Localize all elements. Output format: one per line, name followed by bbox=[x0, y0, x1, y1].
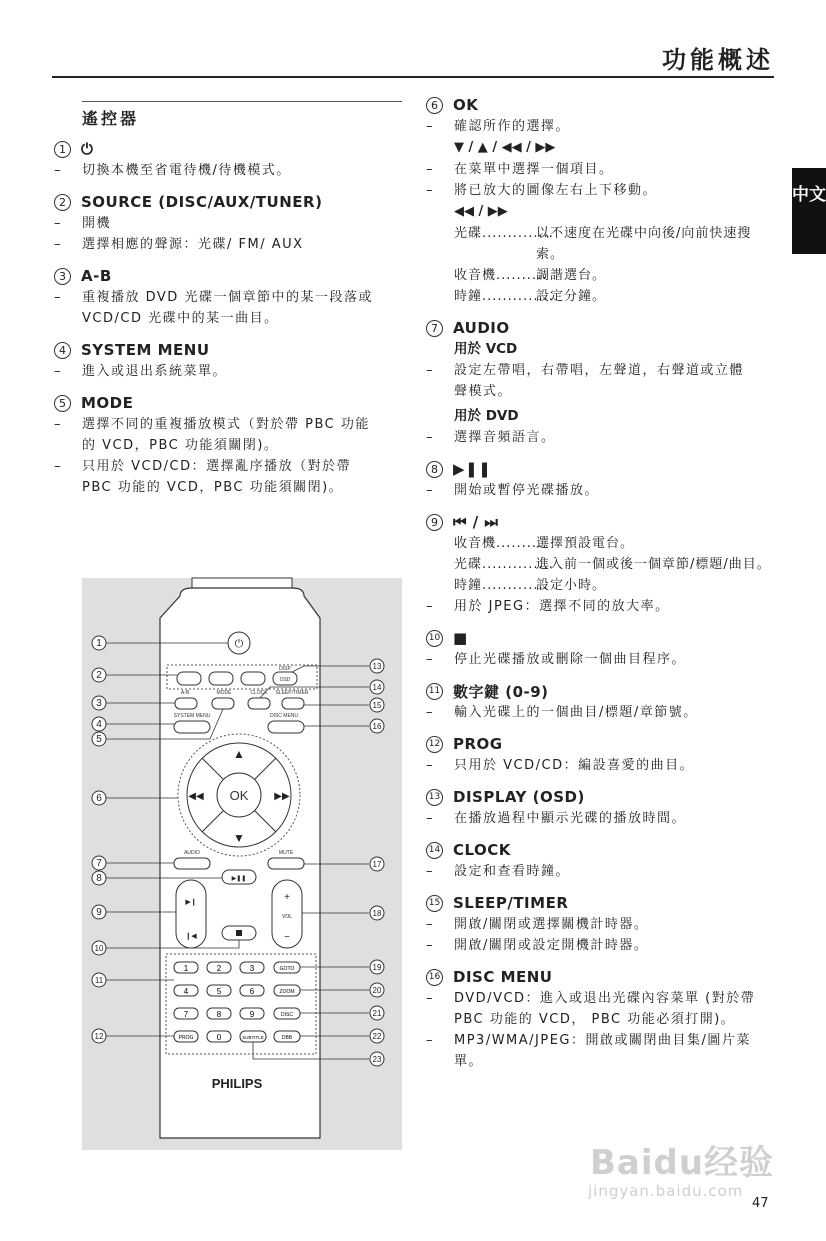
item-title: SYSTEM MENU bbox=[81, 341, 210, 359]
goto-label: GOTO bbox=[279, 966, 295, 972]
digit-6: 6 bbox=[249, 987, 255, 996]
mode-button bbox=[212, 698, 234, 709]
svg-text:4: 4 bbox=[96, 719, 102, 730]
svg-text:16: 16 bbox=[372, 722, 382, 731]
sleep-button bbox=[282, 698, 304, 709]
kv-row: 收音機.......... 選擇預設電台。 bbox=[454, 536, 635, 551]
desc-line: – 開啟/關閉或設定開機計時器。 bbox=[426, 935, 776, 956]
vol-plus-label: + bbox=[284, 892, 290, 903]
svg-text:6: 6 bbox=[96, 793, 102, 804]
desc-line: – 只用於 VCD/CD：選擇亂序播放（對於帶 bbox=[54, 456, 404, 477]
svg-text:11: 11 bbox=[94, 976, 104, 985]
svg-text:5: 5 bbox=[96, 734, 102, 745]
item-10 bbox=[426, 627, 776, 670]
item-11 bbox=[426, 680, 776, 723]
remote-illustration-panel bbox=[82, 578, 402, 1150]
kv-row: 時鐘............. 設定小時。 bbox=[454, 578, 607, 593]
digit-1: 1 bbox=[183, 964, 189, 973]
item-14 bbox=[426, 839, 776, 882]
callout-number: 16 bbox=[426, 969, 443, 986]
callout-number: 11 bbox=[426, 683, 443, 700]
ab-button bbox=[175, 698, 197, 709]
callout-number: 6 bbox=[426, 97, 443, 114]
item-title: SOURCE (DISC/AUX/TUNER) bbox=[81, 193, 323, 211]
digit-5: 5 bbox=[216, 987, 222, 996]
digit-0: 0 bbox=[216, 1033, 222, 1042]
desc-line: – 停止光碟播放或刪除一個曲目程序。 bbox=[426, 649, 776, 670]
remote-control-drawing bbox=[82, 578, 402, 1150]
audio-button bbox=[174, 858, 210, 869]
callout-number: 12 bbox=[426, 736, 443, 753]
desc-line: – 切換本機至省電待機/待機模式。 bbox=[54, 160, 404, 181]
digit-4: 4 bbox=[183, 987, 189, 996]
svg-text:3: 3 bbox=[96, 698, 102, 709]
remaining-items bbox=[426, 627, 776, 1072]
svg-text:21: 21 bbox=[372, 1009, 382, 1018]
prog-label: PROG bbox=[178, 1035, 194, 1041]
desc-line: – 輸入光碟上的一個曲目/標題/章節號。 bbox=[426, 702, 776, 723]
right-column bbox=[426, 94, 776, 1082]
callout-number: 2 bbox=[54, 194, 71, 211]
page-title: 功能概述 bbox=[662, 46, 774, 74]
desc-line: – 開啟/關閉或選擇關機計時器。 bbox=[426, 914, 776, 935]
desc-line: – MP3/WMA/JPEG：開啟或關閉曲目集/圖片菜單。 bbox=[426, 1030, 776, 1072]
arrow-icons: ◀◀ / ▶▶ bbox=[454, 204, 508, 219]
svg-text:▶❙: ▶❙ bbox=[185, 899, 197, 906]
rewind-icon: ◀◀ bbox=[188, 791, 204, 802]
kv-row: 時鐘.............. 設定分鐘。 bbox=[454, 289, 607, 304]
digit-9: 9 bbox=[249, 1010, 255, 1019]
callout-number: 10 bbox=[426, 630, 443, 647]
zoom-label: ZOOM bbox=[279, 989, 295, 995]
sub-heading: 用於 VCD bbox=[454, 341, 518, 357]
desc-line: VCD/CD 光碟中的某一曲目。 bbox=[82, 311, 279, 326]
desc-line: – 開機 bbox=[54, 213, 404, 234]
page-number: 47 bbox=[752, 1196, 769, 1211]
item-16 bbox=[426, 966, 776, 1072]
item-title: SLEEP/TIMER bbox=[453, 894, 569, 912]
watermark-url: jingyan.baidu.com bbox=[588, 1182, 744, 1200]
svg-text:17: 17 bbox=[372, 860, 382, 869]
svg-text:10: 10 bbox=[94, 944, 104, 953]
desc-line: – 開始或暫停光碟播放。 bbox=[426, 480, 776, 501]
desc-line: – 將已放大的圖像左右上下移動。 bbox=[426, 180, 776, 201]
svg-text:9: 9 bbox=[96, 907, 102, 918]
svg-text:⏻: ⏻ bbox=[234, 638, 244, 650]
desc-line: – 確認所作的選擇。 bbox=[426, 116, 776, 137]
forward-icon: ▶▶ bbox=[274, 791, 290, 802]
callout-number: 3 bbox=[54, 268, 71, 285]
up-arrow-icon: ▲ bbox=[233, 747, 245, 761]
svg-text:8: 8 bbox=[96, 873, 102, 884]
disc-menu-button bbox=[268, 721, 304, 733]
item-12 bbox=[426, 733, 776, 776]
svg-text:15: 15 bbox=[372, 701, 382, 710]
item-title: MODE bbox=[81, 394, 134, 412]
desc-line: – 只用於 VCD/CD：編設喜愛的曲目。 bbox=[426, 755, 776, 776]
sleep-label: SLEEP/TIMER bbox=[275, 690, 309, 696]
item-7 bbox=[426, 317, 776, 448]
callout-number: 15 bbox=[426, 895, 443, 912]
svg-text:20: 20 bbox=[372, 986, 382, 995]
disc-menu-label: DISC MENU bbox=[269, 713, 299, 719]
clock-label: CLOCK bbox=[250, 690, 268, 696]
section-rule bbox=[82, 101, 402, 102]
callout-number: 14 bbox=[426, 842, 443, 859]
down-arrow-icon: ▼ bbox=[233, 831, 245, 845]
callout-number: 9 bbox=[426, 514, 443, 531]
vol-label: VOL bbox=[281, 914, 293, 920]
item-title: OK bbox=[453, 96, 479, 114]
digit-8: 8 bbox=[216, 1010, 222, 1019]
item-9 bbox=[426, 511, 776, 617]
item-title: PROG bbox=[453, 735, 503, 753]
item-title: CLOCK bbox=[453, 841, 511, 859]
callout-number: 4 bbox=[54, 342, 71, 359]
system-menu-button bbox=[174, 721, 210, 733]
desc-line: – 在播放過程中顯示光碟的播放時間。 bbox=[426, 808, 776, 829]
svg-text:2: 2 bbox=[96, 670, 102, 681]
system-menu-label: SYSTEM MENU bbox=[173, 713, 211, 719]
desc-line: – 選擇相應的聲源：光碟/ FM/ AUX bbox=[54, 234, 404, 255]
callout-number: 8 bbox=[426, 461, 443, 478]
desc-line: – 設定左帶唱，右帶唱，左聲道，右聲道或立體 bbox=[426, 360, 776, 381]
kv-row: 光碟.............. 進入前一個或後一個章節/標題/曲目。 bbox=[454, 557, 771, 572]
kv-row: 收音機.......... 調諧選台。 bbox=[454, 268, 607, 283]
digit-2: 2 bbox=[216, 964, 222, 973]
language-tab: 中文 bbox=[792, 168, 826, 254]
ab-label: A-B bbox=[180, 690, 190, 696]
source-tuner-button bbox=[241, 672, 265, 685]
svg-text:18: 18 bbox=[372, 909, 382, 918]
source-aux-button bbox=[209, 672, 233, 685]
vol-minus-label: − bbox=[284, 932, 290, 943]
svg-text:13: 13 bbox=[372, 662, 382, 671]
item-title: 數字鍵 (0-9) bbox=[453, 682, 549, 701]
mute-button bbox=[268, 858, 304, 869]
arrow-icons: ▼ / ▲ / ◀◀ / ▶▶ bbox=[454, 140, 556, 155]
item-8 bbox=[426, 458, 776, 501]
item-2 bbox=[54, 191, 404, 255]
item-4 bbox=[54, 339, 404, 382]
item-title: DISC MENU bbox=[453, 968, 553, 986]
desc-line: – 重複播放 DVD 光碟一個章節中的某一段落或 bbox=[54, 287, 404, 308]
callout-number: 5 bbox=[54, 395, 71, 412]
item-15 bbox=[426, 892, 776, 956]
play-pause-icon: ▶❚❚ bbox=[453, 460, 492, 478]
desc-line: PBC 功能的 VCD，PBC 功能須關閉)。 bbox=[82, 480, 344, 495]
desc-line: 聲模式。 bbox=[454, 384, 513, 399]
desc-line: – DVD/VCD：進入或退出光碟內容菜單 (對於帶 PBC 功能的 VCD， PBC 功能必須打開)。 bbox=[426, 988, 776, 1030]
source-disc-button bbox=[177, 672, 201, 685]
section-title: 遙控器 bbox=[82, 109, 140, 128]
desc-line: – 選擇不同的重複播放模式（對於帶 PBC 功能 bbox=[54, 414, 404, 435]
subtitle-label: SUBTITLE bbox=[242, 1035, 264, 1040]
digit-3: 3 bbox=[249, 964, 255, 973]
item-title: DISPLAY (OSD) bbox=[453, 788, 585, 806]
desc-line: – 選擇音頻語言。 bbox=[426, 427, 776, 448]
clock-button bbox=[248, 698, 270, 709]
left-column bbox=[54, 138, 404, 508]
svg-text:1: 1 bbox=[96, 638, 102, 649]
disp-label: DISP bbox=[279, 666, 291, 672]
item-title: ■ bbox=[453, 629, 468, 647]
svg-text:▶❚❚: ▶❚❚ bbox=[231, 876, 247, 882]
audio-label: AUDIO bbox=[184, 850, 200, 856]
skip-icon: ⏮ / ⏭ bbox=[453, 513, 499, 531]
callout-number: 1 bbox=[54, 141, 71, 158]
desc-line: 的 VCD，PBC 功能須關閉)。 bbox=[82, 438, 279, 453]
kv-row: 光碟.............. 以不速度在光碟中向後/向前快速搜索。 bbox=[454, 226, 752, 262]
mute-label: MUTE bbox=[278, 850, 294, 856]
desc-line: – 設定和查看時鐘。 bbox=[426, 861, 776, 882]
svg-text:23: 23 bbox=[372, 1055, 382, 1064]
item-5 bbox=[54, 392, 404, 498]
desc-line: – 進入或退出系統菜單。 bbox=[54, 361, 404, 382]
svg-text:12: 12 bbox=[94, 1032, 104, 1041]
ok-label: OK bbox=[229, 788, 249, 803]
item-6 bbox=[426, 94, 776, 307]
desc-line: – 用於 JPEG：選擇不同的放大率。 bbox=[426, 596, 776, 617]
mode-label: MODE bbox=[216, 690, 232, 696]
dbb-label: DBB bbox=[281, 1035, 293, 1041]
svg-text:14: 14 bbox=[372, 683, 382, 692]
power-icon: ⏻ bbox=[81, 140, 94, 158]
item-title: A-B bbox=[81, 267, 112, 285]
svg-text:7: 7 bbox=[96, 858, 102, 869]
svg-text:❙◀: ❙◀ bbox=[185, 933, 197, 940]
disc-label: DISC bbox=[281, 1012, 293, 1018]
digit-7: 7 bbox=[183, 1010, 189, 1019]
watermark: Baidu经验 bbox=[590, 1143, 775, 1183]
sub-heading: 用於 DVD bbox=[454, 408, 519, 424]
brand-logo: PHILIPS bbox=[211, 1076, 263, 1091]
item-1 bbox=[54, 138, 404, 181]
svg-text:19: 19 bbox=[372, 963, 382, 972]
svg-text:22: 22 bbox=[372, 1032, 382, 1041]
title-rule bbox=[52, 76, 774, 78]
callout-number: 7 bbox=[426, 320, 443, 337]
osd-label: OSD bbox=[279, 677, 291, 683]
item-13 bbox=[426, 786, 776, 829]
item-3 bbox=[54, 265, 404, 329]
callout-number: 13 bbox=[426, 789, 443, 806]
item-title: AUDIO bbox=[453, 319, 510, 337]
desc-line: – 在菜單中選擇一個項目。 bbox=[426, 159, 776, 180]
